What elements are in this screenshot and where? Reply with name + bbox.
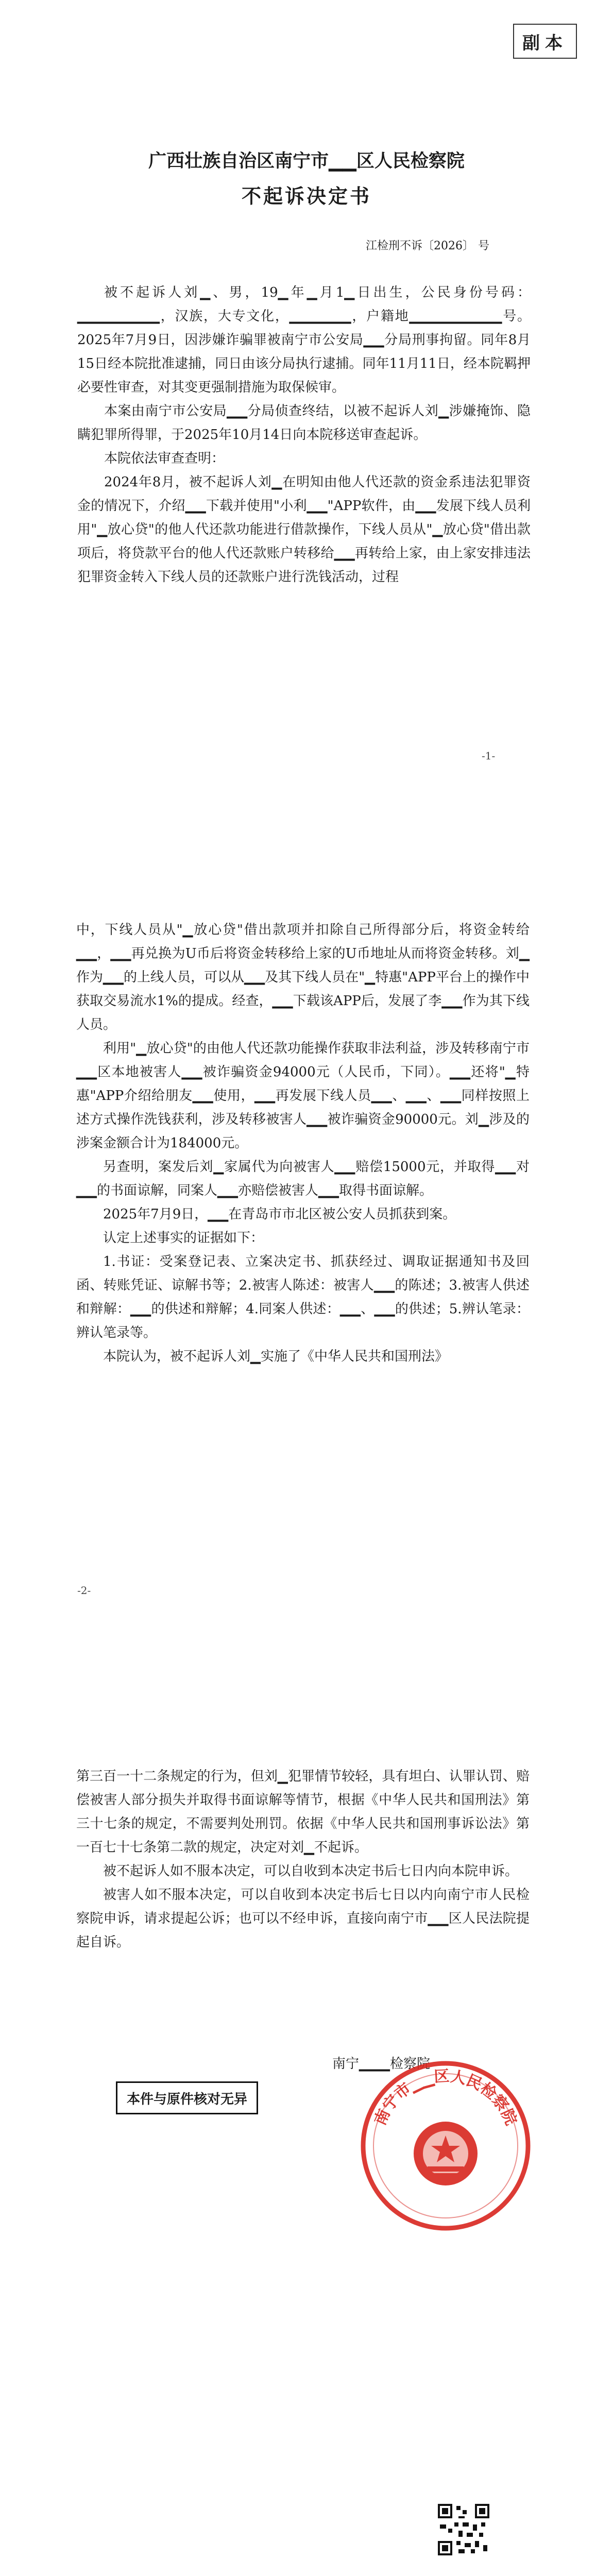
paragraph: 被不起诉人如不服本决定，可以自收到本决定书后七日内向本院申诉。	[103, 1863, 519, 1879]
document-number: 江检刑不诉〔2026〕	[366, 240, 474, 252]
paragraph: 中，下线人员从"▁放心贷"借出款项并扣除自己所得部分后，将资金转给▁▁，▁▁再兑换为U币后将资金转移给上家的U币地址从而将资金转移。刘▁作为▁▁的上线人员，可以从▁▁及其下线人员在"▁特惠"APP平台上的操作中获取交易流水1%的提成。经查，▁▁下载该APP后，发展了李▁▁作为其下线人员。	[76, 922, 530, 1032]
copy-stamp: 副本	[513, 24, 577, 59]
paragraph: 本案由南宁市公安局▁▁分局侦查终结，以被不起诉人刘▁涉嫌掩饰、隐瞒犯罪所得罪，于2025年10月14日向本院移送审查起诉。	[77, 403, 531, 443]
page-3-body	[76, 1765, 530, 1954]
page-2-body	[76, 918, 530, 1368]
qr-code-icon	[438, 2504, 489, 2555]
signature-organization: 南宁▁▁▁检察院	[332, 2056, 430, 2072]
page-number: -1-	[482, 750, 496, 762]
paragraph: 第三百一十二条规定的行为，但刘▁犯罪情节较轻，具有坦白、认罪认罚、赔偿被害人部分损失并取得书面谅解等情节，根据《中华人民共和国刑法》第三十七条的规定，不需要判处刑罚。依据《中华人民共和国刑事诉讼法》第一百七十七条第二款的规定，决定对刘▁不起诉。	[76, 1769, 530, 1855]
svg-text:南宁市▁▁区人民检察院	[371, 2067, 520, 2128]
paragraph: 被害人如不服本决定，可以自收到本决定书后七日以内向南宁市人民检察院申诉，请求提起公诉；也可以不经申诉，直接向南宁市▁▁区人民法院提起自诉。	[76, 1887, 530, 1950]
document-title: 不起诉决定书	[241, 184, 371, 208]
issuing-organization: 广西壮族自治区南宁市▁▁区人民检察院	[148, 150, 465, 172]
paragraph: 本院依法审查查明：	[104, 451, 225, 466]
national-emblem-icon	[414, 2122, 478, 2185]
document-number-suffix: 号	[478, 240, 489, 252]
page-1-body	[77, 281, 531, 589]
paragraph: 1.书证：受案登记表、立案决定书、抓获经过、调取证据通知书及回函、转账凭证、谅解书等；2.被害人陈述：被害人▁▁的陈述；3.被害人供述和辩解：▁▁的供述和辩解；4.同案人供述：▁▁、▁▁的供述；5.辨认笔录：辨认笔录等。	[76, 1254, 530, 1341]
official-seal	[355, 2056, 536, 2236]
verification-stamp: 本件与原件核对无异	[116, 2081, 258, 2114]
paragraph: 利用"▁放心贷"的由他人代还款功能操作获取非法利益，涉及转移南宁市▁▁区本地被害人▁▁被诈骗资金94000元（人民币，下同）。▁▁还将"▁特惠"APP介绍给朋友▁▁使用，▁▁再发展下线人员▁▁、▁▁、▁▁同样按照上述方式操作洗钱获利，涉及转移被害人▁▁被诈骗资金90000元。刘▁涉及的涉案金额合计为184000元。	[76, 1041, 530, 1151]
paragraph: 2024年8月，被不起诉人刘▁在明知由他人代还款的资金系违法犯罪资金的情况下，介绍▁▁下载并使用"小利▁▁"APP软件，由▁▁发展下线人员利用"▁放心贷"的他人代还款功能进行借款操作，下线人员从"▁放心贷"借出款项后，将贷款平台的他人代还款账户转移给▁▁再转给上家，由上家安排违法犯罪资金转入下线人员的还款账户进行洗钱活动，过程	[77, 474, 531, 585]
paragraph: 被不起诉人刘▁、男，19▁年▁月1▁日出生，公民身份号码：▁▁▁▁▁▁▁▁，汉族，大专文化，▁▁▁▁▁▁，户籍地▁▁▁▁▁▁▁▁▁号。2025年7月9日，因涉嫌诈骗罪被南宁市公安局▁▁分局刑事拘留。同年8月15日经本院批准逮捕，同日由该分局执行逮捕。同年11月11日，经本院羁押必要性审查，对其变更强制措施为取保候审。	[77, 285, 531, 395]
seal-text: 南宁市▁▁区人民检察院	[371, 2067, 520, 2128]
paragraph: 另查明，案发后刘▁家属代为向被害人▁▁赔偿15000元，并取得▁▁对▁▁的书面谅解，同案人▁▁亦赔偿被害人▁▁取得书面谅解。	[76, 1159, 530, 1198]
document-page-1	[0, 0, 613, 876]
page-number: -2-	[77, 1584, 91, 1597]
paragraph: 本院认为，被不起诉人刘▁实施了《中华人民共和国刑法》	[103, 1349, 448, 1364]
paragraph: 2025年7月9日，▁▁在青岛市市北区被公安人员抓获到案。	[103, 1207, 456, 1222]
paragraph: 认定上述事实的证据如下：	[103, 1230, 264, 1246]
